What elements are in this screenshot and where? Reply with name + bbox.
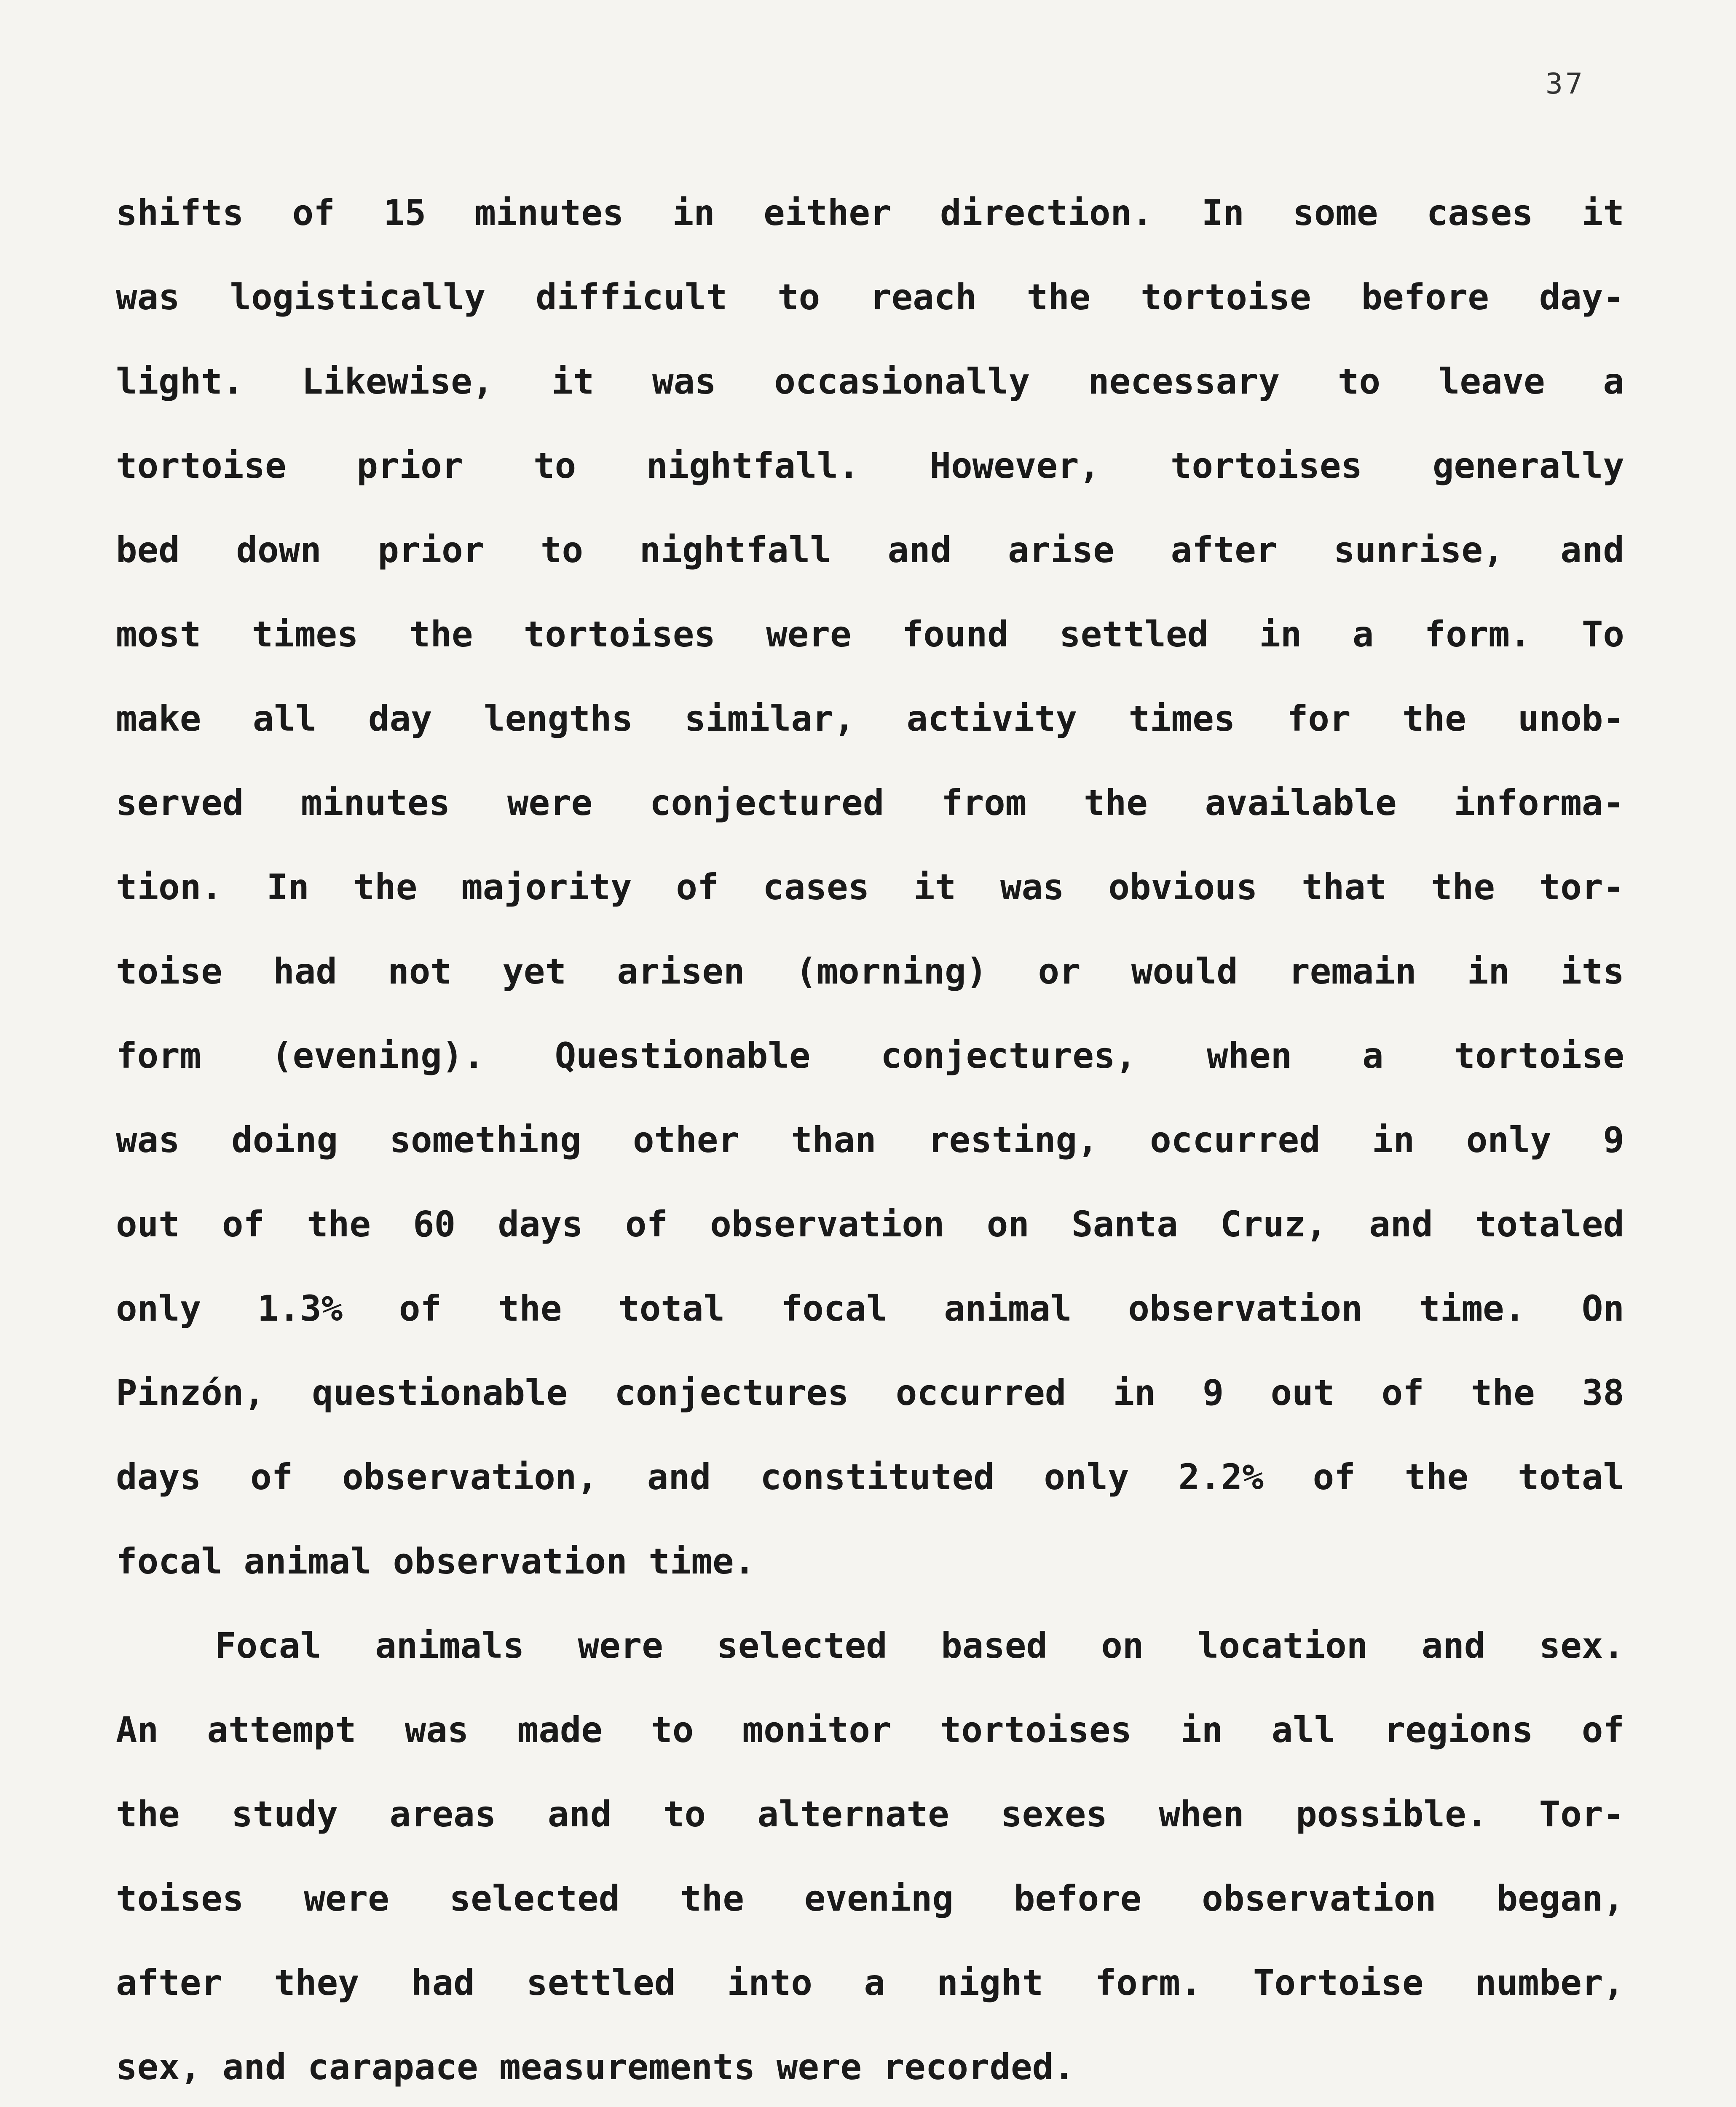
text-line: light. Likewise, it was occasionally necessary to leave a: [116, 361, 1624, 402]
text-line: days of observation, and constituted only 2.2% of the total: [116, 1456, 1624, 1498]
text-line: tion. In the majority of cases it was obvious that the tor-: [116, 866, 1624, 908]
text-line: only 1.3% of the total focal animal observation time. On: [116, 1288, 1624, 1329]
text-line: form (evening). Questionable conjectures, when a tortoise: [116, 1035, 1624, 1076]
text-line: tortoise prior to nightfall. However, tortoises generally: [116, 445, 1624, 486]
text-line: focal animal observation time.: [116, 1541, 755, 1582]
text-line: An attempt was made to monitor tortoises in all regions of: [116, 1709, 1624, 1750]
text-line: served minutes were conjectured from the available informa-: [116, 782, 1624, 823]
text-line: make all day lengths similar, activity times for the unob-: [116, 698, 1624, 739]
text-line: sex, and carapace measurements were recorded.: [116, 2046, 1075, 2088]
text-line: shifts of 15 minutes in either direction. In some cases it: [116, 192, 1624, 233]
text-line: bed down prior to nightfall and arise after sunrise, and: [116, 529, 1624, 571]
text-line: most times the tortoises were found settled in a form. To: [116, 614, 1624, 655]
text-line: was doing something other than resting, occurred in only 9: [116, 1119, 1624, 1161]
text-line: was logistically difficult to reach the tortoise before day-: [116, 276, 1624, 318]
text-line: toises were selected the evening before observation began,: [116, 1878, 1624, 1919]
text-line: the study areas and to alternate sexes when possible. Tor-: [116, 1793, 1624, 1835]
page-number: 37: [1546, 67, 1585, 101]
text-line: Focal animals were selected based on location and sex.: [215, 1625, 1624, 1666]
text-line: toise had not yet arisen (morning) or would remain in its: [116, 951, 1624, 992]
text-line: Pinzón, questionable conjectures occurred in 9 out of the 38: [116, 1372, 1624, 1413]
text-line: after they had settled into a night form. Tortoise number,: [116, 1962, 1624, 2003]
text-line: out of the 60 days of observation on Santa Cruz, and totaled: [116, 1204, 1624, 1245]
body-text: [116, 171, 1624, 2107]
